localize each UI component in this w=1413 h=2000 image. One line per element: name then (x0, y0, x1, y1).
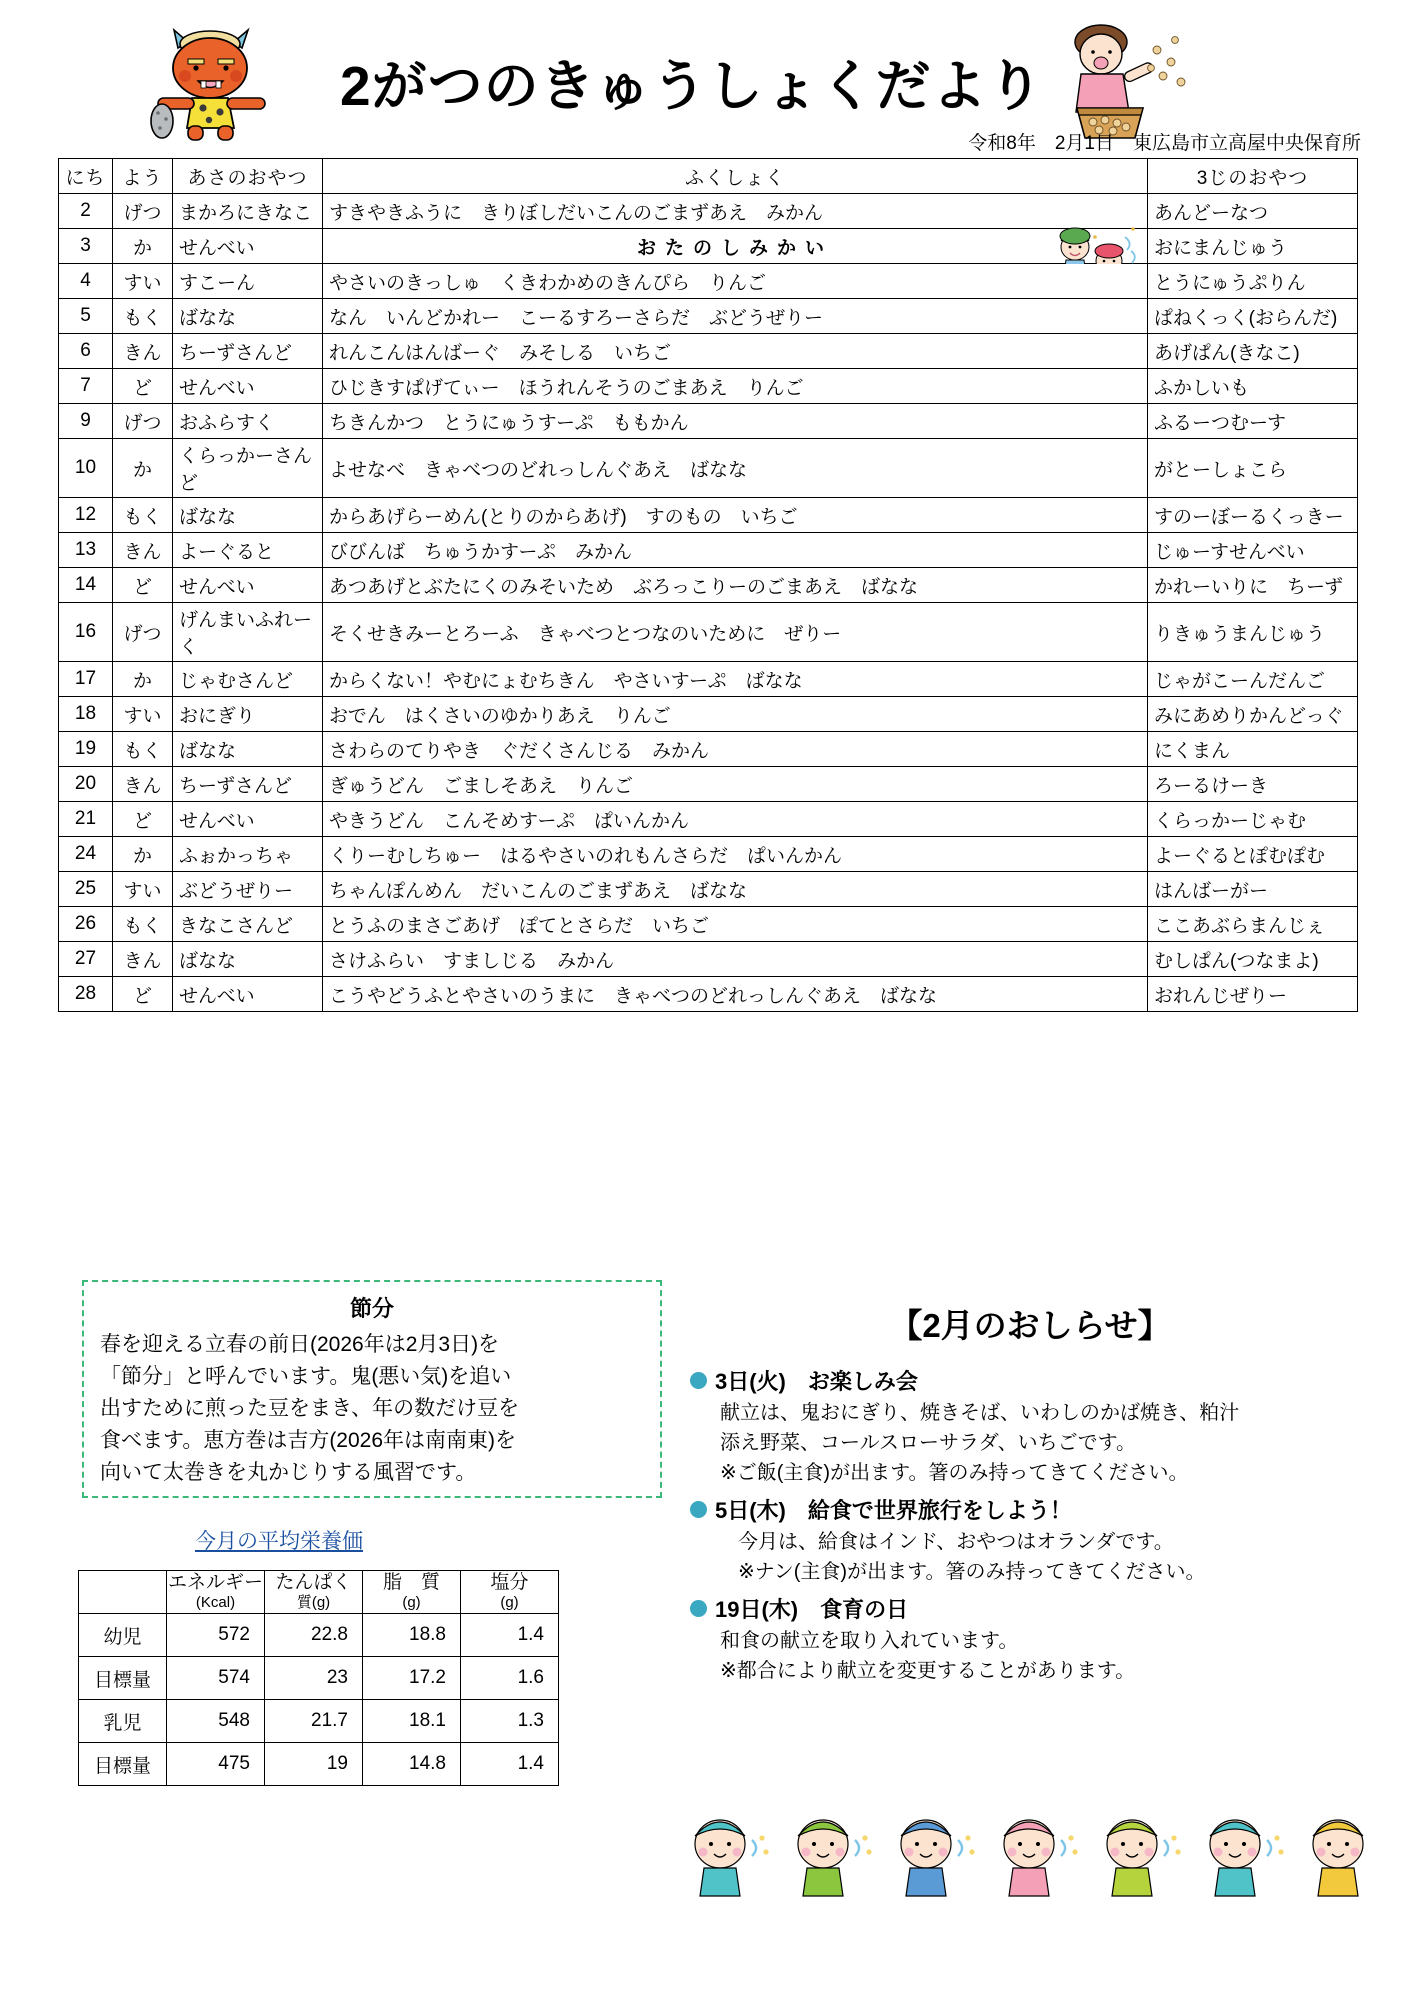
notice-item-line: 今月は、給食はインド、おやつはオランダです。 (738, 1531, 1174, 1553)
nutrition-corner-cell (79, 1571, 167, 1614)
menu-cell-san: あげぱん(きなこ) (1148, 334, 1358, 369)
table-row (59, 697, 1358, 732)
menu-cell-nichi: 9 (59, 404, 113, 439)
table-row (59, 369, 1358, 404)
notice-item-line: ※ご飯(主食)が出ます。箸のみ持ってきてください。 (720, 1462, 1189, 1484)
nutrition-header-row (79, 1571, 559, 1614)
menu-cell-san: がとーしょこら (1148, 439, 1358, 498)
table-row (59, 872, 1358, 907)
nutrition-col-salt-unit: (g) (500, 1594, 519, 1612)
menu-cell-you: きん (113, 942, 173, 977)
menu-cell-fukushoku (323, 194, 1148, 229)
menu-cell-you: げつ (113, 194, 173, 229)
menu-cell-fukushoku-text: れんこんはんばーぐ みそしる いちご (329, 342, 672, 364)
menu-cell-you: すい (113, 697, 173, 732)
menu-cell-you: きん (113, 533, 173, 568)
notice-item (690, 1593, 1390, 1686)
menu-cell-asa: ぶどうぜりー (173, 872, 323, 907)
menu-cell-asa: ばなな (173, 942, 323, 977)
menu-cell-fukushoku-text: からくない！やむにょむちきん やさいすーぷ ばなな (329, 670, 803, 692)
notice-item-line: ※ナン(主食)が出ます。箸のみ持ってきてください。 (738, 1561, 1206, 1583)
menu-cell-you: か (113, 229, 173, 264)
menu-cell-fukushoku (323, 767, 1148, 802)
menu-cell-san: にくまん (1148, 732, 1358, 767)
dateline: 令和8年 2月1日 東広島市立高屋中央保育所 (968, 133, 1361, 154)
menu-cell-you: げつ (113, 404, 173, 439)
menu-cell-nichi: 6 (59, 334, 113, 369)
column-header-fukushoku: ふくしょく (323, 159, 1148, 194)
menu-cell-you: か (113, 439, 173, 498)
menu-cell-asa: ばなな (173, 732, 323, 767)
table-row (59, 264, 1358, 299)
table-row (59, 767, 1358, 802)
table-row (59, 603, 1358, 662)
menu-cell-san: おにまんじゅう (1148, 229, 1358, 264)
menu-cell-san: かれーいりに ちーず (1148, 568, 1358, 603)
menu-cell-asa: ばなな (173, 498, 323, 533)
oni-mascot-icon (130, 18, 310, 143)
menu-cell-you: きん (113, 767, 173, 802)
menu-cell-fukushoku (323, 568, 1148, 603)
nutrition-value-cell: 14.8 (363, 1743, 461, 1786)
notice-item (690, 1494, 1390, 1587)
menu-cell-san: すのーぼーるくっきー (1148, 498, 1358, 533)
menu-cell-asa: おにぎり (173, 697, 323, 732)
menu-table (58, 158, 1358, 1012)
table-row (59, 334, 1358, 369)
page-title: 2がつのきゅうしょくだより (340, 55, 1044, 117)
menu-cell-you: げつ (113, 603, 173, 662)
table-row (59, 837, 1358, 872)
menu-cell-nichi: 2 (59, 194, 113, 229)
menu-cell-you: すい (113, 264, 173, 299)
menu-cell-nichi: 3 (59, 229, 113, 264)
table-row (59, 662, 1358, 697)
menu-cell-san: おれんじぜりー (1148, 977, 1358, 1012)
menu-cell-fukushoku (323, 264, 1148, 299)
menu-cell-you: ど (113, 977, 173, 1012)
nutrition-col-protein (265, 1571, 363, 1614)
menu-cell-nichi: 28 (59, 977, 113, 1012)
menu-cell-san: りきゅうまんじゅう (1148, 603, 1358, 662)
nutrition-col-salt-name: 塩分 (490, 1572, 529, 1594)
menu-cell-fukushoku-text: おでん はくさいのゆかりあえ りんご (329, 705, 671, 727)
menu-cell-fukushoku-text: よせなべ きゃべつのどれっしんぐあえ ばなな (329, 459, 748, 481)
menu-cell-you: きん (113, 334, 173, 369)
bullet-icon (690, 1501, 707, 1518)
menu-cell-fukushoku (323, 732, 1148, 767)
menu-cell-asa: ちーずさんど (173, 334, 323, 369)
menu-table-container (58, 158, 1358, 1012)
menu-cell-fukushoku (323, 802, 1148, 837)
notice-item-title: 5日(木) 給食で世界旅行をしよう！ (715, 1498, 1072, 1523)
nutrition-col-protein-unit: 質(g) (296, 1594, 331, 1612)
notice-item-body (720, 1626, 1390, 1686)
notice-item-line: ※都合により献立を変更することがあります。 (720, 1660, 1136, 1682)
table-row (59, 568, 1358, 603)
notice-item (690, 1365, 1390, 1488)
nutrition-value-cell: 1.4 (461, 1614, 559, 1657)
menu-cell-fukushoku (323, 697, 1148, 732)
notice-item-line: 添え野菜、コールスローサラダ、いちごです。 (720, 1432, 1136, 1454)
notice-item-title: 19日(木) 食育の日 (715, 1597, 909, 1622)
nutrition-value-cell: 1.3 (461, 1700, 559, 1743)
notice-item-body (720, 1527, 1390, 1587)
mamemaki-illustration-icon (1035, 20, 1195, 140)
menu-cell-you: か (113, 837, 173, 872)
nutrition-table-container (78, 1570, 559, 1786)
menu-cell-nichi: 26 (59, 907, 113, 942)
bullet-icon (690, 1372, 707, 1389)
menu-cell-asa: くらっかーさんど (173, 439, 323, 498)
menu-cell-fukushoku (323, 498, 1148, 533)
column-header-you: よう (113, 159, 173, 194)
nutrition-value-cell: 19 (265, 1743, 363, 1786)
menu-cell-you: か (113, 662, 173, 697)
nutrition-value-cell: 1.6 (461, 1657, 559, 1700)
menu-cell-san: ふかしいも (1148, 369, 1358, 404)
menu-cell-fukushoku-text: からあげらーめん(とりのからあげ) すのもの いちご (329, 506, 798, 528)
nutrition-col-salt (461, 1571, 559, 1614)
nutrition-col-energy (167, 1571, 265, 1614)
menu-cell-asa: せんべい (173, 802, 323, 837)
babies-row-illustration-icon (680, 1800, 1380, 1910)
nutrition-value-cell: 22.8 (265, 1614, 363, 1657)
menu-cell-you: もく (113, 299, 173, 334)
menu-cell-fukushoku-text: やさいのきっしゅ くきわかめのきんぴら りんご (329, 272, 767, 294)
page-header (0, 0, 1413, 154)
menu-cell-fukushoku (323, 872, 1148, 907)
menu-cell-nichi: 13 (59, 533, 113, 568)
nutrition-value-cell: 17.2 (363, 1657, 461, 1700)
menu-cell-fukushoku (323, 334, 1148, 369)
menu-cell-you: ど (113, 369, 173, 404)
menu-cell-san: はんばーがー (1148, 872, 1358, 907)
menu-cell-fukushoku-text: くりーむしちゅー はるやさいのれもんさらだ ぱいんかん (329, 845, 843, 867)
table-row (59, 533, 1358, 568)
menu-cell-nichi: 10 (59, 439, 113, 498)
menu-cell-fukushoku (323, 977, 1148, 1012)
menu-cell-san: とうにゅうぷりん (1148, 264, 1358, 299)
menu-cell-nichi: 24 (59, 837, 113, 872)
menu-cell-fukushoku (323, 837, 1148, 872)
nutrition-row-label: 目標量 (79, 1657, 167, 1700)
menu-cell-fukushoku (323, 299, 1148, 334)
menu-cell-asa: ちーずさんど (173, 767, 323, 802)
menu-cell-asa: げんまいふれーく (173, 603, 323, 662)
menu-cell-fukushoku (323, 603, 1148, 662)
menu-cell-fukushoku (323, 404, 1148, 439)
menu-cell-asa: せんべい (173, 369, 323, 404)
nutrition-row (79, 1657, 559, 1700)
menu-cell-fukushoku-text: やきうどん こんそめすーぷ ぱいんかん (329, 810, 690, 832)
menu-cell-fukushoku-text: さわらのてりやき ぐだくさんじる みかん (329, 740, 710, 762)
menu-cell-nichi: 7 (59, 369, 113, 404)
notice-item-title-row (690, 1365, 1390, 1396)
setsubun-line-5: 向いて太巻きを丸かじりする風習です。 (100, 1460, 477, 1484)
table-row (59, 229, 1358, 264)
menu-cell-you: もく (113, 498, 173, 533)
notice-item-line: 献立は、鬼おにぎり、焼きそば、いわしのかば焼き、粕汁 (720, 1402, 1240, 1424)
menu-cell-asa: せんべい (173, 977, 323, 1012)
nutrition-row-label: 幼児 (79, 1614, 167, 1657)
menu-cell-fukushoku-text: さけふらい すましじる みかん (329, 950, 615, 972)
notice-item-body (720, 1398, 1390, 1488)
nutrition-row (79, 1700, 559, 1743)
menu-cell-asa: じゃむさんど (173, 662, 323, 697)
menu-cell-nichi: 12 (59, 498, 113, 533)
menu-cell-san: よーぐるとぽむぽむ (1148, 837, 1358, 872)
menu-cell-san: ぱねくっく(おらんだ) (1148, 299, 1358, 334)
table-row (59, 404, 1358, 439)
menu-cell-fukushoku-text: そくせきみーとろーふ きゃべつとつなのいために ぜりー (329, 623, 842, 645)
setsubun-line-2: 「節分」と呼んでいます。鬼(悪い気)を追い (100, 1364, 512, 1388)
nutrition-col-energy-name: エネルギー (168, 1572, 264, 1594)
menu-cell-fukushoku (323, 662, 1148, 697)
menu-cell-nichi: 20 (59, 767, 113, 802)
nutrition-value-cell: 23 (265, 1657, 363, 1700)
menu-cell-nichi: 21 (59, 802, 113, 837)
menu-cell-san: くらっかーじゃむ (1148, 802, 1358, 837)
menu-cell-fukushoku-text: ちきんかつ とうにゅうすーぷ ももかん (329, 412, 689, 434)
nutrition-col-energy-unit: (Kcal) (195, 1594, 236, 1612)
menu-cell-nichi: 5 (59, 299, 113, 334)
column-header-3ji-oyatsu: 3じのおやつ (1148, 159, 1358, 194)
nutrition-row-label: 目標量 (79, 1743, 167, 1786)
nutrition-col-fat-unit: (g) (402, 1594, 421, 1612)
bullet-icon (690, 1600, 707, 1617)
menu-cell-asa: おふらすく (173, 404, 323, 439)
notice-item-title: 3日(火) お楽しみ会 (715, 1369, 918, 1394)
table-row (59, 194, 1358, 229)
menu-cell-fukushoku (323, 942, 1148, 977)
menu-cell-fukushoku (323, 229, 1148, 264)
table-row (59, 439, 1358, 498)
menu-cell-fukushoku-text: びびんば ちゅうかすーぷ みかん (329, 541, 633, 563)
menu-cell-fukushoku-text: ちゃんぽんめん だいこんのごまずあえ ばなな (329, 880, 748, 902)
setsubun-info-box (82, 1280, 662, 1498)
menu-cell-fukushoku-text: とうふのまさごあげ ぽてとさらだ いちご (329, 915, 710, 937)
menu-cell-fukushoku-text: ひじきすぱげてぃー ほうれんそうのごまあえ りんご (329, 377, 804, 399)
table-row (59, 907, 1358, 942)
menu-cell-you: もく (113, 732, 173, 767)
menu-cell-asa: きなこさんど (173, 907, 323, 942)
column-header-asa-oyatsu: あさのおやつ (173, 159, 323, 194)
nutrition-value-cell: 18.8 (363, 1614, 461, 1657)
menu-cell-asa: せんべい (173, 229, 323, 264)
nutrition-title: 今月の平均栄養価 (195, 1530, 363, 1553)
menu-cell-fukushoku-text: あつあげとぶたにくのみそいため ぶろっこりーのごまあえ ばなな (329, 576, 919, 598)
nutrition-value-cell: 572 (167, 1614, 265, 1657)
menu-cell-you: すい (113, 872, 173, 907)
menu-cell-fukushoku-text: すきやきふうに きりぼしだいこんのごまずあえ みかん (329, 202, 824, 224)
menu-cell-asa: まかろにきなこ (173, 194, 323, 229)
menu-cell-nichi: 17 (59, 662, 113, 697)
menu-cell-fukushoku-text: ぎゅうどん ごましそあえ りんご (329, 775, 634, 797)
nutrition-table (78, 1570, 559, 1786)
setsubun-line-4: 食べます。恵方巻は吉方(2026年は南南東)を (100, 1428, 517, 1452)
notices-heading: 【2月のおしらせ】 (889, 1307, 1171, 1344)
menu-table-body (59, 194, 1358, 1012)
menu-cell-nichi: 27 (59, 942, 113, 977)
menu-cell-fukushoku (323, 369, 1148, 404)
menu-cell-nichi: 14 (59, 568, 113, 603)
nutrition-value-cell: 21.7 (265, 1700, 363, 1743)
notice-item-line: 和食の献立を取り入れています。 (720, 1630, 1019, 1652)
menu-cell-you: ど (113, 802, 173, 837)
setsubun-heading: 節分 (349, 1296, 394, 1321)
menu-cell-asa: ばなな (173, 299, 323, 334)
menu-cell-san: ここあぶらまんじぇ (1148, 907, 1358, 942)
menu-cell-fukushoku-text: なん いんどかれー こーるすろーさらだ ぶどうぜりー (329, 307, 824, 329)
menu-cell-asa: せんべい (173, 568, 323, 603)
menu-cell-fukushoku (323, 439, 1148, 498)
menu-cell-nichi: 25 (59, 872, 113, 907)
menu-table-header-row (59, 159, 1358, 194)
notice-item-title-row (690, 1593, 1390, 1624)
table-row (59, 802, 1358, 837)
menu-cell-nichi: 19 (59, 732, 113, 767)
menu-cell-san: ろーるけーき (1148, 767, 1358, 802)
menu-cell-nichi: 4 (59, 264, 113, 299)
menu-cell-fukushoku-text: おたのしみかい (636, 237, 833, 259)
nutrition-value-cell: 574 (167, 1657, 265, 1700)
menu-cell-san: あんどーなつ (1148, 194, 1358, 229)
nutrition-col-fat-name: 脂 質 (382, 1572, 440, 1594)
menu-cell-san: じゃがこーんだんご (1148, 662, 1358, 697)
menu-cell-san: むしぱん(つなまよ) (1148, 942, 1358, 977)
nutrition-value-cell: 18.1 (363, 1700, 461, 1743)
notices-list (690, 1365, 1390, 1692)
menu-cell-asa: ふぉかっちゃ (173, 837, 323, 872)
nutrition-row-label: 乳児 (79, 1700, 167, 1743)
menu-cell-you: もく (113, 907, 173, 942)
menu-cell-you: ど (113, 568, 173, 603)
nutrition-table-body (79, 1614, 559, 1786)
menu-cell-fukushoku (323, 533, 1148, 568)
menu-cell-fukushoku (323, 907, 1148, 942)
setsubun-line-1: 春を迎える立春の前日(2026年は2月3日)を (100, 1333, 500, 1356)
nutrition-col-protein-name: たんぱく (275, 1572, 352, 1594)
table-row (59, 732, 1358, 767)
nutrition-value-cell: 475 (167, 1743, 265, 1786)
nutrition-value-cell: 548 (167, 1700, 265, 1743)
nutrition-row (79, 1614, 559, 1657)
menu-cell-asa: よーぐると (173, 533, 323, 568)
menu-cell-nichi: 18 (59, 697, 113, 732)
menu-cell-san: じゅーすせんべい (1148, 533, 1358, 568)
menu-cell-asa: すこーん (173, 264, 323, 299)
table-row (59, 942, 1358, 977)
menu-cell-san: みにあめりかんどっぐ (1148, 697, 1358, 732)
nutrition-row (79, 1743, 559, 1786)
table-row (59, 498, 1358, 533)
setsubun-line-3: 出すために煎った豆をまき、年の数だけ豆を (100, 1396, 520, 1420)
nutrition-value-cell: 1.4 (461, 1743, 559, 1786)
nutrition-col-fat (363, 1571, 461, 1614)
menu-cell-nichi: 16 (59, 603, 113, 662)
menu-cell-fukushoku-text: こうやどうふとやさいのうまに きゃべつのどれっしんぐあえ ばなな (329, 985, 938, 1007)
menu-cell-san: ふるーつむーす (1148, 404, 1358, 439)
table-row (59, 299, 1358, 334)
table-row (59, 977, 1358, 1012)
column-header-nichi: にち (59, 159, 113, 194)
notice-item-title-row (690, 1494, 1390, 1525)
